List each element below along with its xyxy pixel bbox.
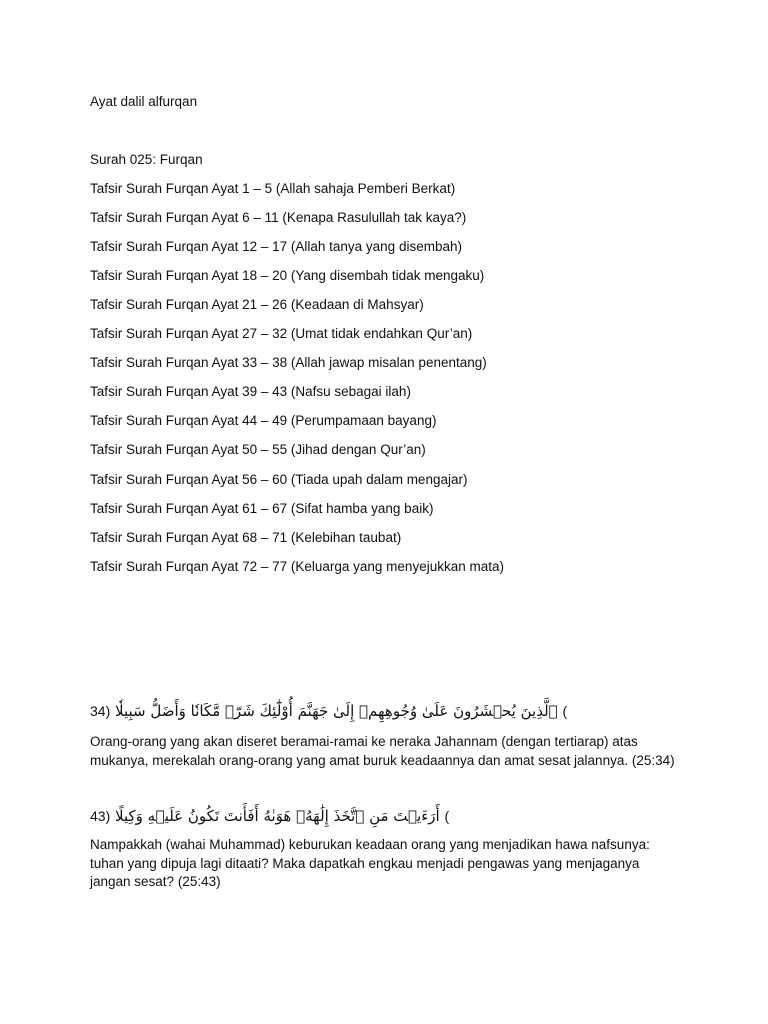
verse-close-paren: ( bbox=[444, 808, 450, 824]
verse-43-translation: Nampakkah (wahai Muhammad) keburukan keadaan orang yang menjadikan hawa nafsunya: tuhan yang dipuja lagi ditaati? Maka dapatkah engkau menjadi pengawas yang menjaganya jangan sesat? (25:43) bbox=[90, 837, 650, 889]
surah-title: Surah 025: Furqan bbox=[90, 152, 203, 167]
tafsir-item: Tafsir Surah Furqan Ayat 33 – 38 (Allah jawap misalan penentang) bbox=[90, 355, 487, 370]
verse-arabic-text: أَرَءَيۡتَ مَنِ ٱتَّخَذَ إِلَٰهَهُۥ هَوَىٰهُ أَفَأَنتَ تَكُونُ عَلَيۡهِ وَكِيلًا bbox=[115, 807, 440, 825]
tafsir-item: Tafsir Surah Furqan Ayat 12 – 17 (Allah tanya yang disembah) bbox=[90, 239, 462, 254]
tafsir-item: Tafsir Surah Furqan Ayat 1 – 5 (Allah sahaja Pemberi Berkat) bbox=[90, 181, 456, 196]
tafsir-item: Tafsir Surah Furqan Ayat 61 – 67 (Sifat hamba yang baik) bbox=[90, 501, 434, 516]
verse-43-arabic bbox=[90, 805, 449, 827]
tafsir-item: Tafsir Surah Furqan Ayat 72 – 77 (Keluarga yang menyejukkan mata) bbox=[90, 559, 504, 574]
verse-arabic-text: ٱلَّذِينَ يُحۡشَرُونَ عَلَىٰ وُجُوهِهِمۡ إِلَىٰ جَهَنَّمَ أُوْلَٰٓئِكَ شَرّٞ مَّكَانٗا وَأَضَلُّ سَبِيلٗا bbox=[115, 702, 558, 720]
verse-close-paren: ( bbox=[562, 703, 568, 719]
verse-number: 43) bbox=[90, 808, 111, 824]
verse-34-arabic bbox=[90, 700, 567, 722]
tafsir-item: Tafsir Surah Furqan Ayat 6 – 11 (Kenapa Rasulullah tak kaya?) bbox=[90, 210, 467, 225]
tafsir-item: Tafsir Surah Furqan Ayat 39 – 43 (Nafsu sebagai ilah) bbox=[90, 384, 411, 399]
document-heading: Ayat dalil alfurqan bbox=[90, 94, 198, 109]
tafsir-item: Tafsir Surah Furqan Ayat 44 – 49 (Perumpamaan bayang) bbox=[90, 413, 437, 428]
verse-34-translation: Orang-orang yang akan diseret beramai-ramai ke neraka Jahannam (dengan tertiarap) atas mukanya, merekalah orang-orang yang amat buruk keadaannya dan amat sesat jalannya. (25:34) bbox=[90, 734, 675, 768]
verse-number: 34) bbox=[90, 703, 111, 719]
tafsir-item: Tafsir Surah Furqan Ayat 27 – 32 (Umat tidak endahkan Qur’an) bbox=[90, 326, 473, 341]
tafsir-item: Tafsir Surah Furqan Ayat 21 – 26 (Keadaan di Mahsyar) bbox=[90, 297, 424, 312]
tafsir-item: Tafsir Surah Furqan Ayat 56 – 60 (Tiada upah dalam mengajar) bbox=[90, 472, 468, 487]
tafsir-item: Tafsir Surah Furqan Ayat 68 – 71 (Kelebihan taubat) bbox=[90, 530, 402, 545]
tafsir-item: Tafsir Surah Furqan Ayat 50 – 55 (Jihad dengan Qur’an) bbox=[90, 442, 426, 457]
tafsir-item: Tafsir Surah Furqan Ayat 18 – 20 (Yang disembah tidak mengaku) bbox=[90, 268, 485, 283]
